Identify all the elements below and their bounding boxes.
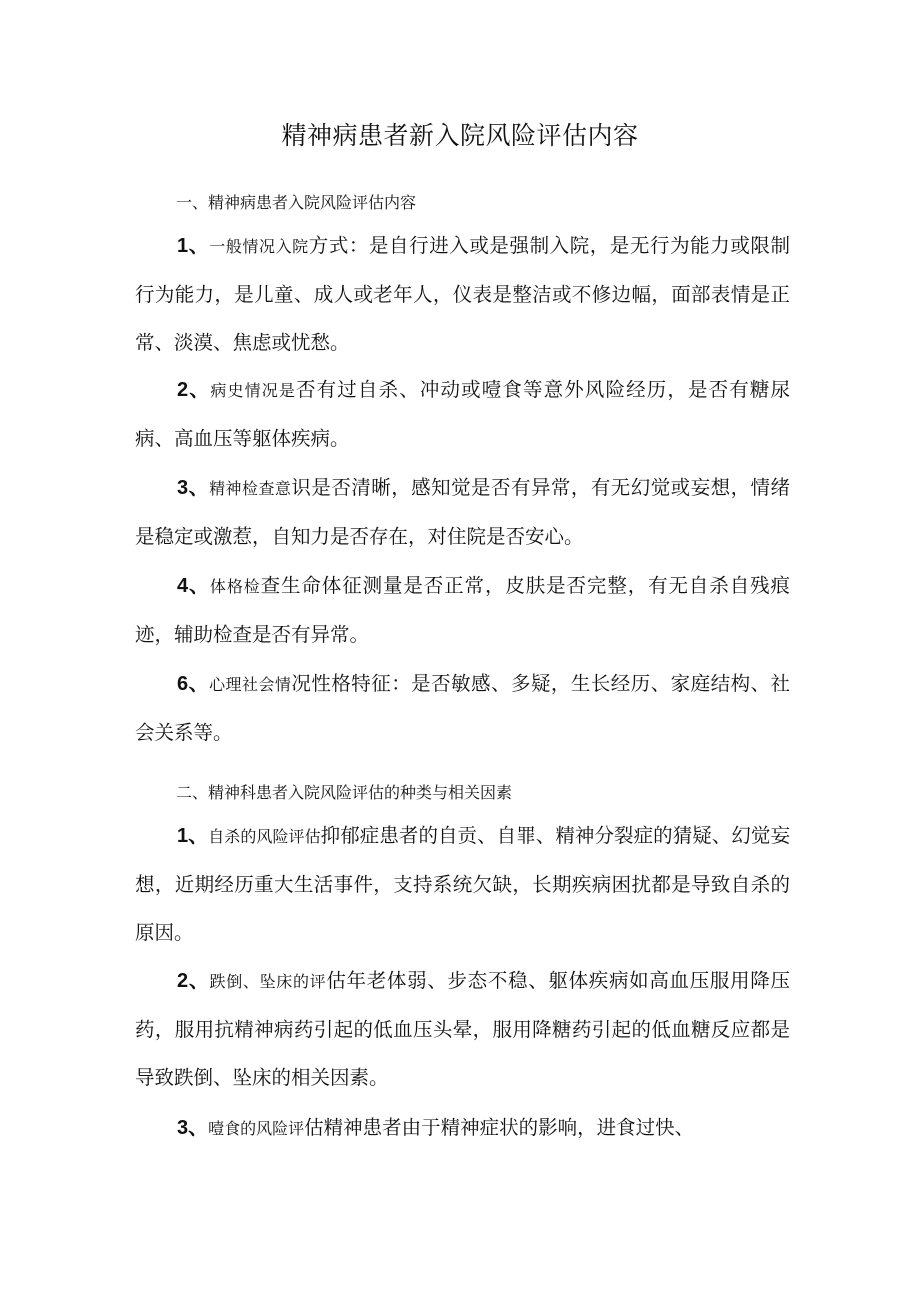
- item-lead: 精神检查意: [209, 479, 292, 498]
- item-separator: 、: [188, 477, 210, 499]
- section-2-heading: 二、精神科患者入院风险评估的种类与相关因素: [176, 783, 513, 802]
- item-lead: 一般情况入院: [209, 237, 309, 256]
- item-number: 2: [177, 970, 189, 992]
- item-lead: 自杀的风险评估: [208, 827, 321, 846]
- item-separator: 、: [188, 575, 210, 597]
- item-text: 识是否清晰，感知觉是否有异常，有无幻觉或妄想，情绪是稳定或激惹，自知力是否存在，对住院是否安心。: [135, 476, 790, 548]
- item-lead: 跌倒、坠床的评: [209, 972, 327, 991]
- section-2-item-2: [135, 957, 790, 1102]
- section-2-item-3: [135, 1104, 790, 1153]
- item-separator: 、: [188, 379, 211, 401]
- item-separator: 、: [188, 235, 210, 257]
- item-lead: 心理社会情: [209, 675, 292, 694]
- item-text: 查生命体征测量是否正常，皮肤是否完整，有无自杀自残痕迹，辅助检查是否有异常。: [135, 574, 790, 646]
- item-number: 4: [177, 575, 189, 597]
- item-separator: 、: [188, 1117, 209, 1139]
- item-number: 3: [177, 1117, 189, 1139]
- section-1-item-6: [135, 660, 790, 757]
- item-lead: 噎食的风险评: [208, 1119, 305, 1138]
- item-text: 方式：是自行进入或是强制入院，是无行为能力或限制行为能力，是儿童、成人或老年人，仪表是整洁或不修边幅，面部表情是正常、淡漠、焦虑或忧愁。: [135, 234, 790, 354]
- section-1-heading: 一、精神病患者入院风险评估内容: [176, 193, 417, 212]
- section-1-item-4: [135, 562, 790, 659]
- item-separator: 、: [188, 825, 209, 847]
- item-text: 否有过自杀、冲动或噎食等意外风险经历，是否有糖尿病、高血压等躯体疾病。: [135, 378, 790, 450]
- item-text: 估精神患者由于精神症状的影响，进食过快、: [304, 1116, 695, 1139]
- page-title: 精神病患者新入院风险评估内容: [281, 121, 639, 150]
- item-separator: 、: [188, 673, 210, 695]
- item-lead: 病史情况是: [210, 381, 297, 400]
- item-number: 3: [177, 477, 189, 499]
- item-text: 估年老体弱、步态不稳、躯体疾病如高血压服用降压药，服用抗精神病药引起的低血压头晕，服用降糖药引起的低血糖反应都是导致跌倒、坠床的相关因素。: [135, 969, 790, 1089]
- item-number: 1: [177, 825, 189, 847]
- item-number: 2: [177, 379, 189, 401]
- section-2-item-1: [135, 812, 790, 957]
- section-1-item-1: [135, 222, 790, 367]
- item-separator: 、: [188, 970, 210, 992]
- item-text: 况性格特征：是否敏感、多疑，生长经历、家庭结构、社会关系等。: [135, 672, 790, 744]
- section-1-item-3: [135, 464, 790, 561]
- item-number: 6: [177, 673, 189, 695]
- section-1-item-2: [135, 366, 790, 463]
- item-number: 1: [177, 235, 189, 257]
- item-text: 抑郁症患者的自贡、自罪、精神分裂症的猜疑、幻觉妄想，近期经历重大生活事件，支持系统欠缺，长期疾病困扰都是导致自杀的原因。: [135, 824, 790, 944]
- item-lead: 体格检: [209, 577, 261, 596]
